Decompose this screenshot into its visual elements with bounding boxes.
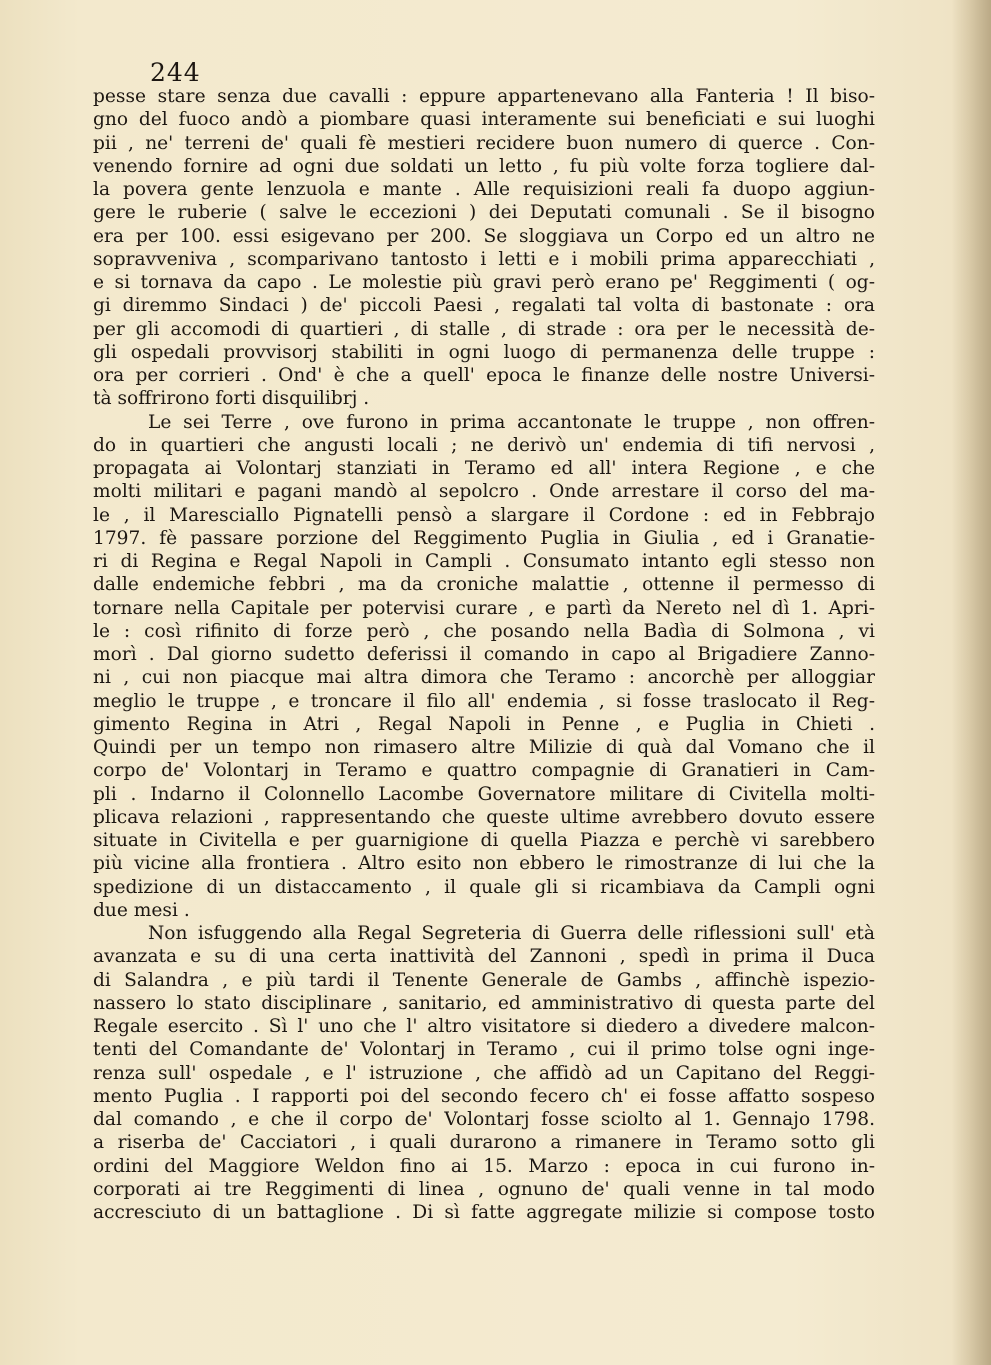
text-line: dalle endemiche febbri , ma da croniche malattie , ottenne il permesso di [93,574,875,596]
text-line: dal comando , e che il corpo de' Volontarj fosse sciolto al 1. Gennajo 1798. [93,1109,875,1130]
text-line: ora per corrieri . Ond' è che a quell' epoca le finanze delle nostre Universi- [93,365,875,386]
text-line: tenti del Comandante de' Volontarj in Teramo , cui il primo tolse ogni inge- [93,1039,875,1061]
page-gutter-shadow [951,0,991,1365]
text-line: avanzata e su di una certa inattività del Zannoni , spedì in prima il Duca [93,946,875,968]
text-line: accresciuto di un battaglione . Di sì fatte aggregate milizie si compose tosto [93,1202,875,1223]
page-number: 244 [150,58,201,87]
body-text [93,85,875,1224]
text-line: nassero lo stato disciplinare , sanitario, ed amministrativo di questa parte del [93,992,875,1014]
text-line: gno del fuoco andò a piombare quasi interamente sui beneficiati e sui luoghi [93,109,875,131]
text-line: Non isfuggendo alla Regal Segreteria di Guerra delle riflessioni sull' età [148,923,875,944]
text-line: pesse stare senza due cavalli : eppure appartenevano alla Fanteria ! Il biso- [93,86,875,107]
text-line: mento Puglia . I rapporti poi del secondo fecero ch' ei fosse affatto sospeso [93,1085,875,1107]
text-line: era per 100. essi esigevano per 200. Se sloggiava un Corpo ed un altro ne [93,225,875,247]
text-line: Regale esercito . Sì l' uno che l' altro visitatore si diedero a divedere malcon- [93,1016,875,1037]
text-line: morì . Dal giorno sudetto deferissi il comando in capo al Brigadiere Zanno- [93,644,875,665]
text-line: situate in Civitella e per guarnigione di quella Piazza e perchè vi sarebbero [93,830,875,851]
text-line: gi diremmo Sindaci ) de' piccoli Paesi , regalati tal volta di bastonate : ora [93,295,875,317]
text-line: più vicine alla frontiera . Altro esito non ebbero le rimostranze di lui che la [93,853,875,875]
text-line: Le sei Terre , ove furono in prima accantonate le truppe , non offren- [148,411,875,433]
text-line: pli . Indarno il Colonnello Lacombe Governatore militare di Civitella molti- [93,783,875,805]
text-line: le : così rifinito di forze però , che posando nella Badìa di Solmona , vi [93,620,875,642]
text-line: la povera gente lenzuola e mante . Alle requisizioni reali fa duopo aggiun- [93,179,875,200]
text-line: pii , ne' terreni de' quali fè mestieri recidere buon numero di querce . Con- [93,132,875,154]
text-line: a riserba de' Cacciatori , i quali durarono a rimanere in Teramo sotto gli [93,1132,875,1154]
text-line: Quindi per un tempo non rimasero altre Milizie di quà dal Vomano che il [93,737,875,758]
text-line: di Salandra , e più tardi il Tenente Generale de Gambs , affinchè ispezio- [93,969,875,991]
text-line: corporati ai tre Reggimenti di linea , ognuno de' quali venne in tal modo [93,1178,875,1200]
text-line: sopravveniva , scomparivano tantosto i letti e i mobili prima apparecchiati , [93,248,875,270]
text-line: e si tornava da capo . Le molestie più gravi però erano pe' Reggimenti ( og- [93,272,875,293]
text-line: propagata ai Volontarj stanziati in Teramo ed all' intera Regione , e che [93,458,875,479]
text-line: tornare nella Capitale per potervisi curare , e partì da Nereto nel dì 1. Apri- [93,597,875,619]
text-line: do in quartieri che angusti locali ; ne derivò un' endemia di tifi nervosi , [93,434,875,456]
text-line: due mesi . [93,899,190,921]
paragraph [93,922,875,1224]
text-line: ordini del Maggiore Weldon fino ai 15. Marzo : epoca in cui furono in- [93,1155,875,1177]
text-line: meglio le truppe , e troncare il filo all' endemia , si fosse traslocato il Reg- [93,690,875,712]
text-line: le , il Maresciallo Pignatelli pensò a slargare il Cordone : ed in Febbrajo [93,504,875,526]
text-line: ri di Regina e Regal Napoli in Campli . Consumato intanto egli stesso non [93,551,875,572]
text-line: corpo de' Volontarj in Teramo e quattro compagnie di Granatieri in Cam- [93,760,875,782]
text-line: plicava relazioni , rappresentando che queste ultime avrebbero dovuto essere [93,806,875,828]
text-line: gli ospedali provvisorj stabiliti in ogni luogo di permanenza delle truppe : [93,341,875,363]
text-line: molti militari e pagani mandò al sepolcro . Onde arrestare il corso del ma- [93,481,875,503]
paragraph [93,85,875,411]
text-line: 1797. fè passare porzione del Reggimento Puglia in Giulia , ed i Granatie- [93,527,875,549]
text-line: ni , cui non piacque mai altra dimora che Teramo : ancorchè per alloggiar [93,667,875,689]
paragraph [93,411,875,923]
text-line: tà soffrirono forti disquilibrj . [93,388,370,410]
text-line: gere le ruberie ( salve le eccezioni ) dei Deputati comunali . Se il bisogno [93,202,875,224]
text-line: gimento Regina in Atri , Regal Napoli in Penne , e Puglia in Chieti . [93,713,875,735]
text-line: renza sull' ospedale , e l' istruzione , che affidò ad un Capitano del Reggi- [93,1062,875,1084]
text-line: per gli accomodi di quartieri , di stalle , di strade : ora per le necessità de- [93,318,875,340]
text-line: venendo fornire ad ogni due soldati un letto , fu più volte forza togliere dal- [93,155,875,177]
text-line: spedizione di un distaccamento , il quale gli si ricambiava da Campli ogni [93,876,875,898]
